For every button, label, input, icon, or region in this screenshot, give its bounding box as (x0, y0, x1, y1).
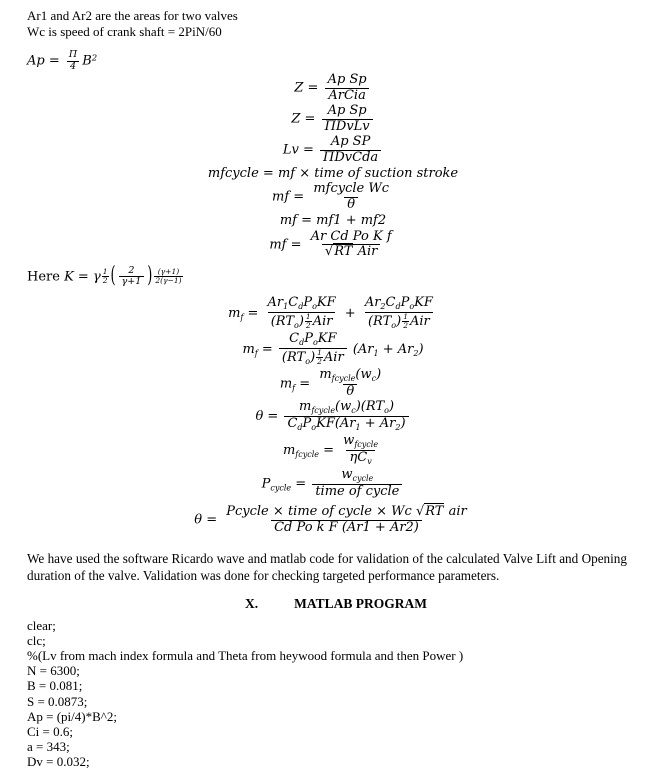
equation-mfcycle-efficiency: $m_{fcycle}$ = $\frac{w_{fcycle}}{\eta C_v}$ (282, 433, 379, 467)
code-line-s: S = 0.0873; (27, 693, 88, 709)
code-line-clc: clc; (27, 632, 46, 648)
equation-z-ar-cia: Z = $\frac{\text{Ap Sp}}{\text{ArCia}}$ (27, 73, 627, 103)
code-line-ci: Ci = 0.6; (27, 723, 73, 739)
matlab-code-block (27, 618, 627, 770)
code-line-a: a = 343; (27, 739, 70, 755)
validation-paragraph: We have used the software Ricardo wave and matlab code for validation of the calculated Valve Lift and Opening duration of the valve. Validation was done for checking targeted performance parameters. (27, 550, 627, 583)
code-line-ap: Ap = (pi/4)*B^2; (27, 708, 117, 724)
equation-power-cycle: $P_{cycle}$ = $\frac{w_{cycle}}{\text{time of cycle}}$ (27, 468, 627, 500)
code-line-clear: clear; (27, 617, 56, 633)
equation-valve-lift: Lv = $\frac{\text{Ap SP}}{\text{ΠDvCda}}$ (27, 135, 627, 165)
equation-theta-final: θ = $\frac{\text{Pcycle × time of cycle × Wc √RT air}}{\text{Cd Po k F (Ar1 + Ar2)}}$ (194, 504, 467, 536)
equation-k-constant: Here K = γ $\frac{1}{2}$ ( $\frac{2}{\gamma+1}$ ) $\frac{(\gamma+1)}{2(\gamma-1)}$ (27, 262, 182, 290)
section-title: MATLAB PROGRAM (294, 595, 427, 611)
code-line-b: B = 0.081; (27, 678, 83, 694)
intro-line-2: Wc is speed of crank shaft = 2PiN/60 (27, 24, 222, 39)
equation-ap: Ap = $\frac{\Pi}{4}$ $B^2$ (27, 49, 98, 72)
intro-line-1: Ar1 and Ar2 are the areas for two valves (27, 8, 238, 23)
equation-mf-theta: mf = $\frac{\text{mfcycle Wc}}{\theta}$ (272, 181, 389, 213)
equation-mfcycle: mfcycle = mf × time of suction stroke (207, 165, 459, 181)
section-heading (27, 596, 627, 612)
equation-mf-cycle-speed: $m_f$ = $\frac{m_{fcycle}(w_c)}{\theta}$ (279, 366, 382, 399)
equation-theta-duration: θ = $\frac{m_{fcycle}(w_c)(RT_o)}{C_dP_oKF(Ar_1 + Ar_2)}$ (27, 400, 627, 433)
equation-mf-two-valves: $m_f$ = $Ar_1C_dP_oKF$ $(RT_o)$ $\frac{1}{2}$ Air + $Ar_2C_dP_oKF$ $(RT_o)$ $\frac{1}{2}$ Air (228, 294, 433, 331)
section-number: X. (245, 595, 259, 611)
code-line-comment: %(Lv from mach index formula and Theta from heywood formula and then Power ) (27, 647, 464, 663)
equation-z-mach-index: Z = $\frac{\text{Ap Sp}}{\text{ΠDvLv}}$ (27, 104, 627, 134)
code-line-dv: Dv = 0.032; (27, 754, 90, 770)
equation-mf-flow: mf = $\frac{\text{Ar Cd Po K f}}{\text{√RT Air}}$ (269, 228, 392, 260)
equation-mf-sum: mf = mf1 + mf2 (279, 212, 387, 228)
code-line-n: N = 6300; (27, 663, 80, 679)
equation-mf-combined: $m_f$ = $C_dP_oKF$ $(RT_o)$ $\frac{1}{2}$ Air $(Ar_1 + Ar_2)$ (242, 330, 424, 366)
